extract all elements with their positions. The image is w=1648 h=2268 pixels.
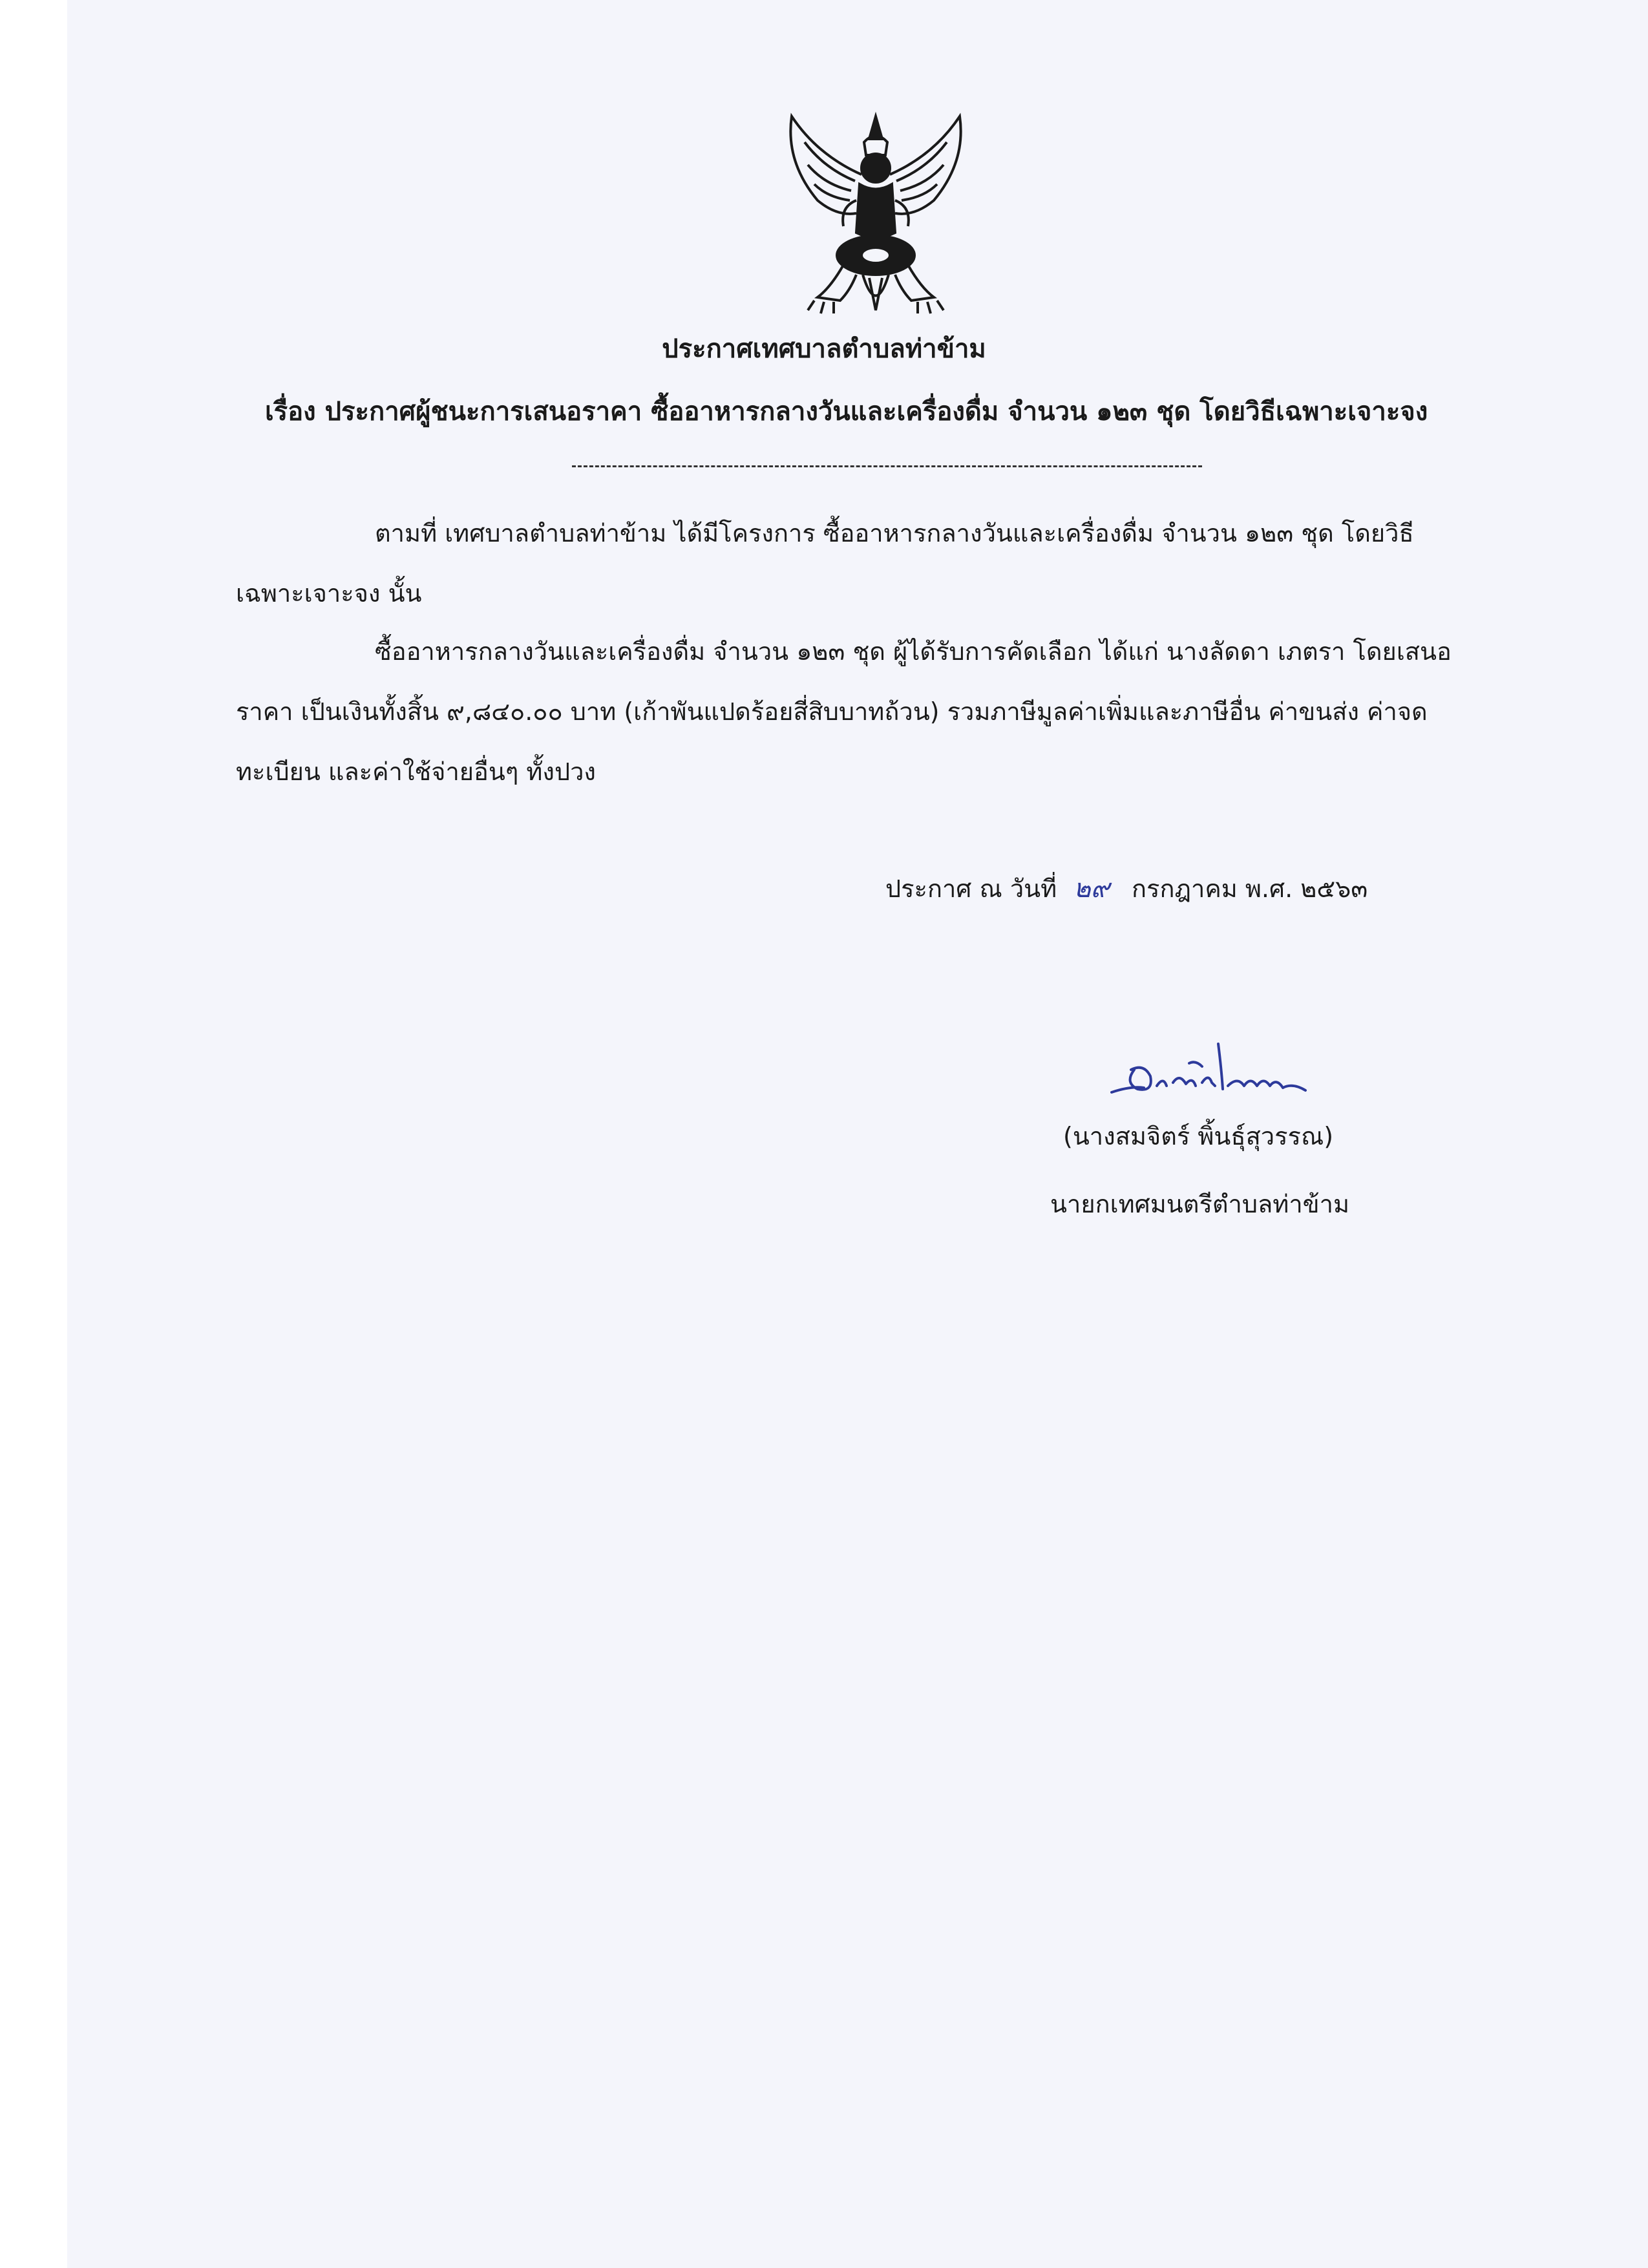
signature-icon: [1105, 1031, 1318, 1115]
document-subject: เรื่อง ประกาศผู้ชนะการเสนอราคา ซื้ออาหารกลางวันและเครื่องดื่ม จำนวน ๑๒๓ ชุด โดยวิธีเฉพาะเจาะจง: [265, 397, 1428, 427]
paragraph-1-line-1: ตามที่ เทศบาลตำบลท่าข้าม ได้มีโครงการ ซื้ออาหารกลางวันและเครื่องดื่ม จำนวน ๑๒๓ ชุด โดยวิธี: [375, 519, 1414, 547]
signatory-position: นายกเทศมนตรีตำบลท่าข้าม: [1050, 1190, 1350, 1218]
garuda-emblem-icon: [779, 103, 973, 323]
date-prefix: ประกาศ ณ วันที่: [885, 874, 1057, 903]
date-day-handwritten: ๒๙: [1073, 874, 1110, 904]
announcement-date: [885, 873, 1368, 905]
paragraph-2-line-2: ราคา เป็นเงินทั้งสิ้น ๙,๘๔๐.๐๐ บาท (เก้าพันแปดร้อยสี่สิบบาทถ้วน) รวมภาษีมูลค่าเพิ่มและภาษีอื่น ค่าขนส่ง ค่าจด: [236, 697, 1428, 726]
paragraph-2-line-3: ทะเบียน และค่าใช้จ่ายอื่นๆ ทั้งปวง: [236, 758, 596, 786]
signatory-name: (นางสมจิตร์ พิ้นธุ์สุวรรณ): [1063, 1122, 1334, 1150]
document-title: ประกาศเทศบาลตำบลท่าข้าม: [662, 334, 986, 364]
divider-line: [572, 465, 1202, 467]
paragraph-1-line-2: เฉพาะเจาะจง นั้น: [236, 579, 422, 608]
date-rest: กรกฎาคม พ.ศ. ๒๕๖๓: [1132, 874, 1368, 903]
paragraph-2-line-1: ซื้ออาหารกลางวันและเครื่องดื่ม จำนวน ๑๒๓ ชุด ผู้ได้รับการคัดเลือก ได้แก่ นางลัดดา เภตรา โดยเสนอ: [375, 637, 1452, 666]
